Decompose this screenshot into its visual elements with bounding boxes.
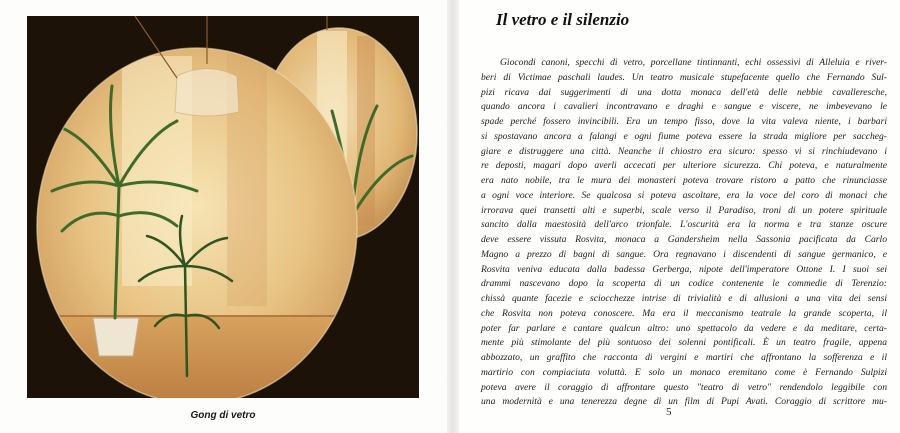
text-line: pizi ricava dai suggerimenti di una dotta monaca dell'età delle nebbie cavalleresche, bbox=[481, 86, 887, 98]
text-line: sancito dalla maestosità dell'arco trionfale. L'oscurità era la norma e tra stanze oscure bbox=[481, 219, 887, 231]
body-paragraph bbox=[481, 56, 887, 410]
book-gutter bbox=[447, 0, 459, 433]
text-line: spade perché fossero invincibili. Era un tempo fisso, dove la vita valeva niente, i barbari bbox=[481, 116, 887, 127]
chapter-title: Il vetro e il silenzio bbox=[496, 10, 630, 29]
text-line: si spostavano ancora a falangi e ogni fiume poteva essere la strada migliore per saccheg- bbox=[481, 130, 887, 142]
text-line: Magno a prezzo di bagni di sangue. Ora regnavano i discendenti di sangue germanico, e bbox=[481, 248, 887, 260]
text-line: mente più stimolante del più sontuoso dei solenni pontificali. È un teatro fragile, appena bbox=[481, 337, 887, 349]
page-number: 5 bbox=[666, 406, 672, 418]
text-line: chissà quante facezie e sciocchezze intrise di trivialità e di allusioni a una vita dei sensi bbox=[481, 293, 887, 304]
text-line: abbozzato, un graffito che racconta di vergini e martiri che affrontano la sofferenza e il bbox=[481, 352, 887, 363]
text-line: beri di Victimae paschali laudes. Un teatro musicale stupefacente quello che Fernando Sul- bbox=[481, 71, 887, 83]
text-line: che Rosvita non poteva conoscere. Ma era il meccanismo teatrale la grande scoperta, il bbox=[481, 307, 887, 319]
text-line: poter far parlare e cantare qualcun altro: uno spettacolo da vedere e da meditare, certa- bbox=[481, 322, 887, 334]
text-line: Rosvita veniva educata dalla badessa Gerberga, nipote dell'imperatore Ottone I. I suoi sei bbox=[481, 263, 887, 275]
right-page bbox=[459, 0, 900, 433]
text-line: giare e distruggere una città. Neanche il chiostro era sicuro: spesso vi si rinchiudevano i bbox=[481, 145, 887, 157]
text-line: poteva avere il coraggio di affrontare questo "teatro di vetro" rendendolo leggibile con bbox=[481, 381, 887, 393]
text-line: a ogni voce interiore. Se qualcosa si poteva ascoltare, era la voce del coro di monaci che bbox=[481, 189, 887, 201]
photo-caption: Gong di vetro bbox=[190, 410, 256, 421]
text-line: quando ancora i cavalieri incontravano e draghi e sangue e viscere, ne imbevevano le bbox=[481, 101, 887, 113]
gong-di-vetro-photo bbox=[27, 16, 419, 398]
text-line: martirio con compiaciuta voluttà. E solo un monaco eremitano come è Fernando Sulpizi bbox=[481, 366, 887, 378]
text-line: Giocondi canoni, specchi di vetro, porcellane tintinnanti, echi ossessivi di Alleluia e river- bbox=[500, 57, 887, 68]
text-line: deve essere vissuta Rosvita, monaca a Gandersheim nella Sassonia pacificata da Carlo bbox=[481, 234, 887, 245]
text-line: una modernità e una tenerezza degne di un film di Pupi Avati. Coraggio di scrittore mu- bbox=[481, 396, 887, 408]
text-line: re deposti, magari dopo averli accecati per ulteriore sicurezza. Chi poteva, e naturalmente bbox=[481, 160, 887, 172]
text-line: era nato nobile, tra le mura dei monasteri poteva trovare ristoro a patto che rinunciasse bbox=[481, 175, 887, 186]
text-line: drammi nascevano dopo la scoperta di un codice contenente le commedie di Terenzio: bbox=[481, 278, 887, 290]
photo-illustration bbox=[27, 16, 419, 398]
text-line: irrorava quei transetti alti e superbi, scale verso il Paradiso, troni di un potere spirituale bbox=[481, 204, 887, 216]
